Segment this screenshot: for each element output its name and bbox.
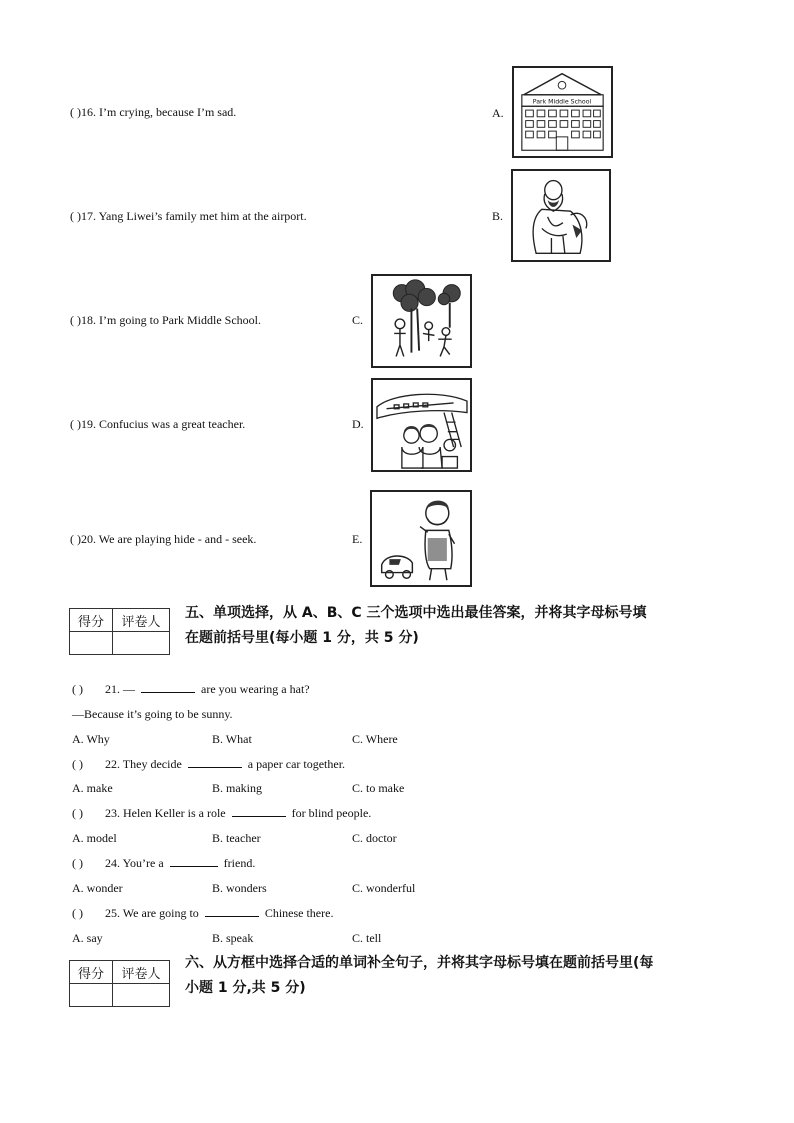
section5-title: 五、单项选择，从 A、B、C 三个选项中选出最佳答案，并将其字母标号填 在题前括号里(每小题 1 分，共 5 分) [185,605,647,646]
grader-label: 评卷人 [113,961,170,984]
option-letter-b: B. [492,209,504,223]
score-table-section5 [69,608,170,655]
answer-paren[interactable]: ( ) [72,806,83,820]
score-table-section6 [69,960,170,1007]
option-letter-e: E. [352,532,363,546]
answer-blank[interactable] [170,856,218,867]
answer-blank[interactable] [141,682,195,693]
match-item-17: ( )17. Yang Liwei’s family met him at the airport. [70,209,307,223]
confucius-picture [511,169,611,262]
school-building-picture [512,66,613,158]
score-cell[interactable] [70,632,113,655]
answer-paren[interactable]: ( ) [70,417,81,431]
option-25-b[interactable]: B. speak [212,931,254,945]
question-23: ( ) 23. Helen Keller is a role for blind people. [72,806,372,820]
score-cell[interactable] [70,984,113,1007]
question-25: ( ) 25. We are going to Chinese there. [72,906,334,920]
answer-paren[interactable]: ( ) [70,209,81,223]
option-24-a[interactable]: A. wonder [72,881,123,895]
question-22: ( ) 22. They decide a paper car together. [72,757,346,771]
match-item-18: ( )18. I’m going to Park Middle School. [70,313,261,327]
question-21-answer-line: —Because it’s going to be sunny. [72,707,233,721]
answer-blank[interactable] [188,757,242,768]
option-22-a[interactable]: A. make [72,781,113,795]
svg-text:Park Middle School: Park Middle School [532,98,592,106]
answer-paren[interactable]: ( ) [72,757,83,771]
option-21-c[interactable]: C. Where [352,732,398,746]
option-24-b[interactable]: B. wonders [212,881,267,895]
option-23-b[interactable]: B. teacher [212,831,261,845]
option-letter-a: A. [492,106,504,120]
option-letter-c: C. [352,313,364,327]
answer-paren[interactable]: ( ) [72,682,83,696]
answer-blank[interactable] [232,806,286,817]
option-24-c[interactable]: C. wonderful [352,881,416,895]
crying-child-picture [370,490,472,587]
option-letter-d: D. [352,417,364,431]
option-21-b[interactable]: B. What [212,732,252,746]
grader-cell[interactable] [113,632,170,655]
option-25-c[interactable]: C. tell [352,931,382,945]
option-25-a[interactable]: A. say [72,931,103,945]
question-24: ( ) 24. You’re a friend. [72,856,256,870]
answer-paren[interactable]: ( ) [72,906,83,920]
answer-blank[interactable] [205,906,259,917]
option-23-a[interactable]: A. model [72,831,117,845]
hide-and-seek-picture [371,274,472,368]
grader-cell[interactable] [113,984,170,1007]
option-21-a[interactable]: A. Why [72,732,110,746]
match-item-16: ( )16. I’m crying, because I’m sad. [70,105,237,119]
score-label: 得分 [70,609,113,632]
answer-paren[interactable]: ( ) [70,313,81,327]
airport-family-picture [371,378,472,472]
score-label: 得分 [70,961,113,984]
section6-title: 六、从方框中选择合适的单词补全句子，并将其字母标号填在题前括号里(每 小题 1 分,共 5 分) [185,955,654,996]
option-23-c[interactable]: C. doctor [352,831,397,845]
answer-paren[interactable]: ( ) [70,532,81,546]
option-22-c[interactable]: C. to make [352,781,405,795]
option-22-b[interactable]: B. making [212,781,262,795]
question-21: ( ) 21. — are you wearing a hat? [72,682,310,696]
answer-paren[interactable]: ( ) [70,105,81,119]
answer-paren[interactable]: ( ) [72,856,83,870]
grader-label: 评卷人 [113,609,170,632]
match-item-20: ( )20. We are playing hide - and - seek. [70,532,257,546]
match-item-19: ( )19. Confucius was a great teacher. [70,417,246,431]
